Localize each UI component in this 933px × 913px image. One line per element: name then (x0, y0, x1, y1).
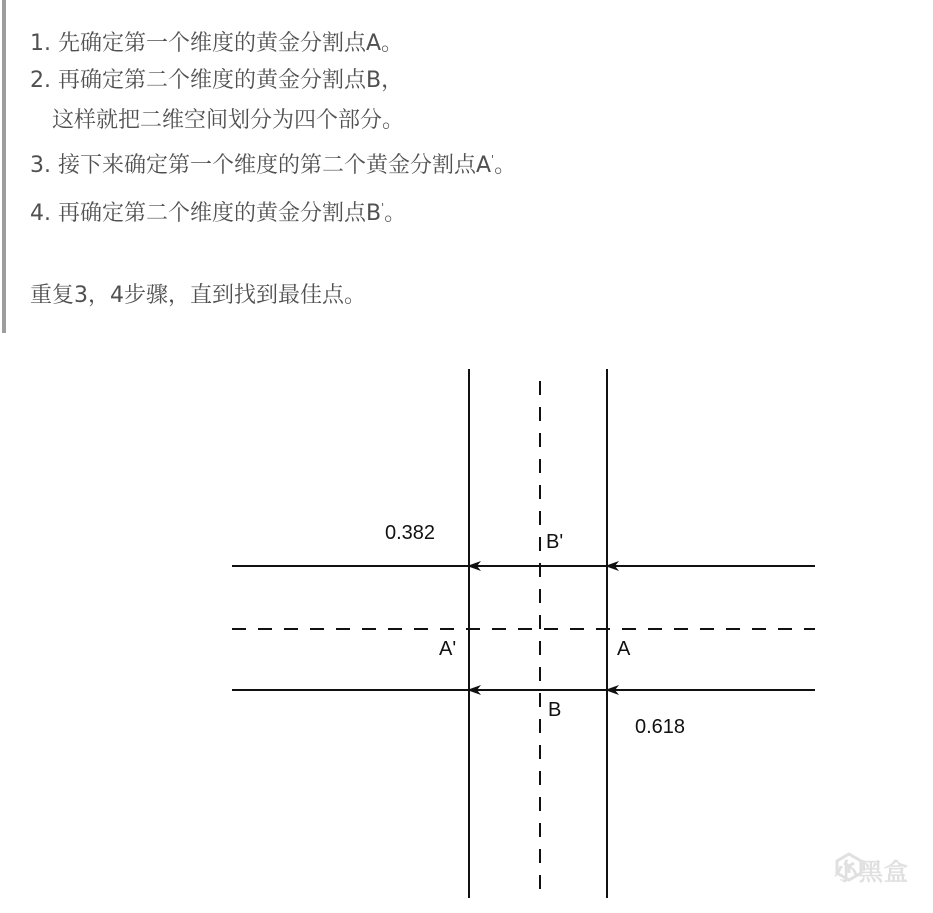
repeat-text: 重复3，4步骤，直到找到最佳点。 (30, 283, 366, 308)
step-4-prime: ' (381, 201, 385, 214)
step-3-end: 。 (494, 153, 517, 178)
quote-bar (2, 0, 6, 333)
step-3-prime: ' (491, 153, 495, 166)
label-b-prime: B' (546, 531, 564, 553)
step-4-main: 4. 再确定第二个维度的黄金分割点B (30, 201, 382, 226)
step-2-continuation-text: 这样就把二维空间划分为四个部分。 (52, 108, 405, 133)
watermark (834, 852, 909, 887)
label-0-382: 0.382 (385, 522, 436, 544)
step-3-text (30, 152, 516, 180)
step-3-main: 3. 接下来确定第一个维度的第二个黄金分割点A (30, 153, 492, 178)
step-4-end: 。 (384, 201, 407, 226)
label-a-prime: A' (439, 638, 457, 660)
golden-section-diagram (0, 333, 933, 913)
label-a: A (617, 638, 631, 660)
step-4-text (30, 200, 406, 228)
step-2-text: 2. 再确定第二个维度的黄金分割点B， (30, 68, 404, 93)
diagram-svg (0, 333, 933, 913)
step-1-text: 1. 先确定第一个维度的黄金分割点A。 (30, 31, 404, 56)
watermark-text: 小黑盒 (834, 858, 909, 886)
label-b: B (548, 699, 562, 721)
label-0-618: 0.618 (635, 716, 686, 738)
blockquote (0, 0, 933, 333)
heybox-logo-icon (834, 852, 864, 882)
